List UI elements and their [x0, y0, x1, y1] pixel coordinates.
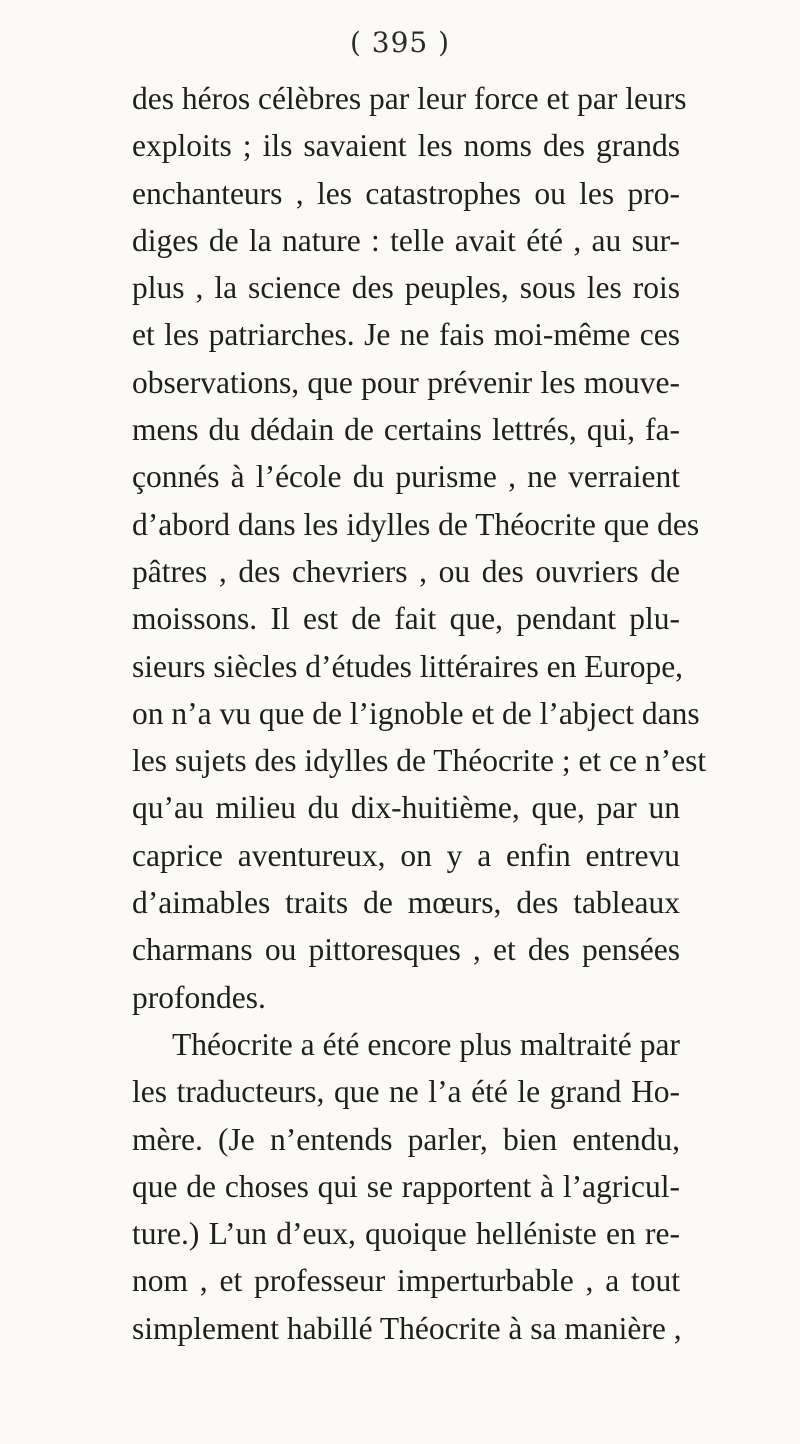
text-line: charmans ou pittoresques , et des pensées: [132, 932, 680, 968]
text-line: sieurs siècles d’études littéraires en Europe,: [132, 648, 684, 684]
text-line: d’abord dans les idylles de Théocrite que des: [132, 506, 700, 542]
text-line: qu’au milieu du dix-huitième, que, par un: [132, 790, 680, 826]
text-line: on n’a vu que de l’ignoble et de l’abject dans: [132, 695, 700, 731]
text-line: Théocrite a été encore plus maltraité par: [172, 1026, 680, 1062]
text-line: ture.) L’un d’eux, quoique helléniste en re-: [132, 1216, 680, 1252]
page-number: ( 395 ): [349, 26, 451, 59]
text-line: moissons. Il est de fait que, pendant plu-: [132, 601, 680, 637]
text-line: nom , et professeur imperturbable , a tout: [132, 1263, 680, 1299]
text-line: mens du dédain de certains lettrés, qui, fa-: [132, 412, 680, 448]
text-line: les sujets des idylles de Théocrite ; et ce n’est: [132, 743, 707, 779]
text-line: observations, que pour prévenir les mouve-: [132, 364, 680, 400]
text-line: que de choses qui se rapportent à l’agricul-: [132, 1168, 680, 1204]
text-line: des héros célèbres par leur force et par leurs: [132, 81, 687, 116]
text-line: çonnés à l’école du purisme , ne verraient: [132, 459, 680, 495]
text-line: d’aimables traits de mœurs, des tableaux: [132, 885, 680, 921]
text-line: exploits ; ils savaient les noms des grands: [132, 128, 680, 164]
text-line: plus , la science des peuples, sous les rois: [132, 270, 680, 306]
text-line: mère. (Je n’entends parler, bien entendu,: [132, 1121, 680, 1157]
text-line: caprice aventureux, on y a enfin entrevu: [132, 837, 680, 873]
body-text: [132, 75, 707, 1352]
text-line: enchanteurs , les catastrophes ou les pro-: [132, 175, 680, 211]
text-line: pâtres , des chevriers , ou des ouvriers de: [132, 553, 680, 589]
text-line: les traducteurs, que ne l’a été le grand Ho-: [132, 1074, 680, 1110]
text-line: et les patriarches. Je ne fais moi-même ces: [132, 317, 680, 353]
text-line: simplement habillé Théocrite à sa manière ,: [132, 1310, 682, 1346]
text-line: diges de la nature : telle avait été , au sur-: [132, 222, 680, 258]
text-line: profondes.: [132, 979, 266, 1015]
